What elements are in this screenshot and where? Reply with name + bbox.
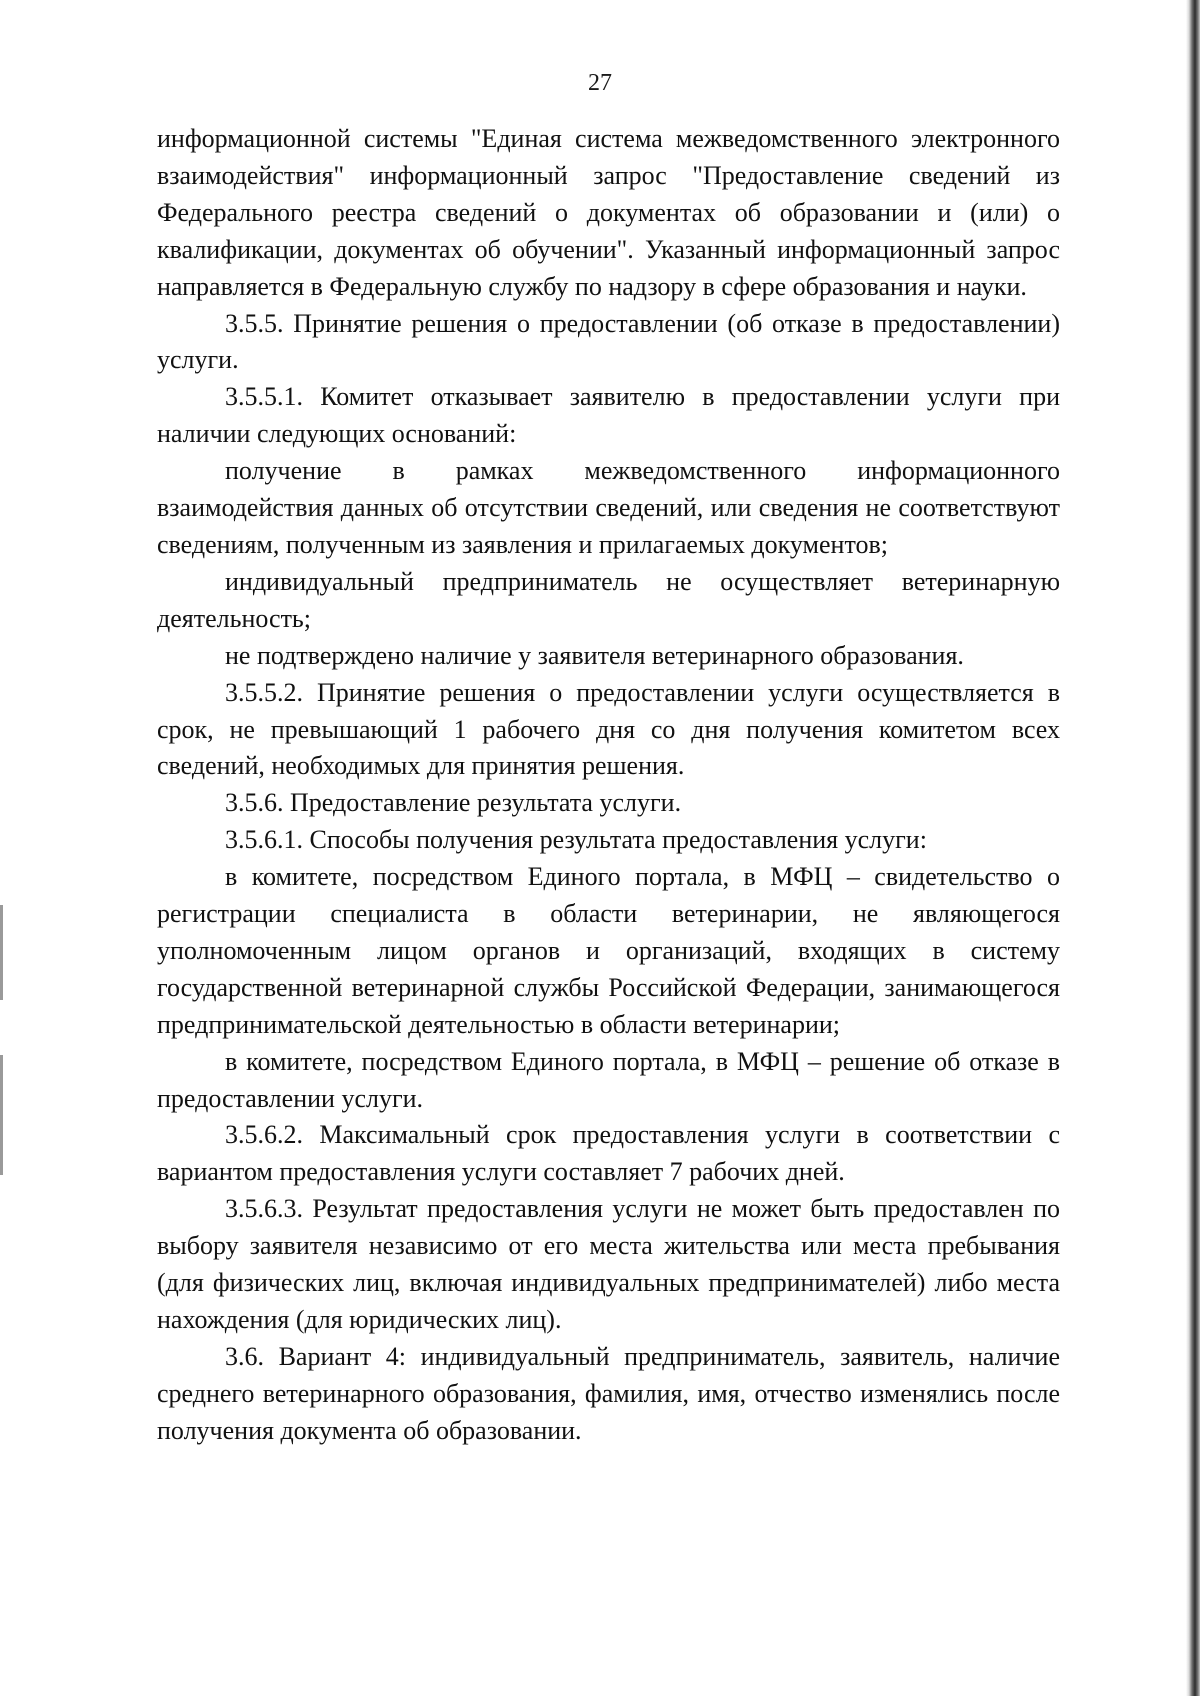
paragraph: в комитете, посредством Единого портала, в МФЦ – свидетельство о регистрации специалиста в области ветеринарии, не являющегося уполномоченным лицом органов и организаций, входящих в систему государственной ветеринарной службы Российской Федерации, занимающегося предпринимательской деятельностью в области ветеринарии; bbox=[157, 862, 1060, 1039]
scan-mark bbox=[0, 1055, 3, 1175]
paragraph: 3.5.6.3. Результат предоставления услуги не может быть предоставлен по выбору заявителя независимо от его места жительства или места пребывания (для физических лиц, включая индивидуальных предпринимателей) либо места нахождения (для юридических лиц). bbox=[157, 1194, 1060, 1334]
scan-mark bbox=[0, 905, 3, 1000]
paragraph: 3.5.6.1. Способы получения результата предоставления услуги: bbox=[225, 825, 927, 855]
paragraph: 3.5.6. Предоставление результата услуги. bbox=[225, 788, 682, 818]
paragraph: 3.5.5.1. Комитет отказывает заявителю в предоставлении услуги при наличии следующих оснований: bbox=[157, 382, 1060, 449]
scan-edge bbox=[1186, 0, 1200, 1696]
paragraph: получение в рамках межведомственного информационного взаимодействия данных об отсутствии сведений, или сведения не соответствуют сведениям, полученным из заявления и прилагаемых документов; bbox=[157, 456, 1060, 559]
paragraph: индивидуальный предприниматель не осуществляет ветеринарную деятельность; bbox=[157, 566, 1060, 633]
paragraph: 3.5.5. Принятие решения о предоставлении (об отказе в предоставлении) услуги. bbox=[157, 308, 1060, 375]
paragraph: 3.5.6.2. Максимальный срок предоставления услуги в соответствии с вариантом предоставления услуги составляет 7 рабочих дней. bbox=[157, 1120, 1060, 1187]
paragraph: 3.5.5.2. Принятие решения о предоставлении услуги осуществляется в срок, не превышающий 1 рабочего дня со дня получения комитетом всех сведений, необходимых для принятия решения. bbox=[157, 677, 1060, 781]
paragraph: в комитете, посредством Единого портала, в МФЦ – решение об отказе в предоставлении услуги. bbox=[157, 1046, 1060, 1113]
paragraph: не подтверждено наличие у заявителя ветеринарного образования. bbox=[225, 640, 964, 670]
paragraph: 3.6. Вариант 4: индивидуальный предприниматель, заявитель, наличие среднего ветеринарного образования, фамилия, имя, отчество изменялись после получения документа об образовании. bbox=[157, 1341, 1060, 1445]
page-number: 27 bbox=[588, 70, 612, 96]
paragraph: информационной системы "Единая система межведомственного электронного взаимодействия" информационный запрос "Предоставление сведений из Федерального реестра сведений о документах об образовании и (или) о квалификации, документах об обучении". Указанный информационный запрос направляется в Федеральную службу по надзору в сфере образования и науки. bbox=[157, 124, 1060, 301]
document-body bbox=[157, 121, 1060, 1450]
